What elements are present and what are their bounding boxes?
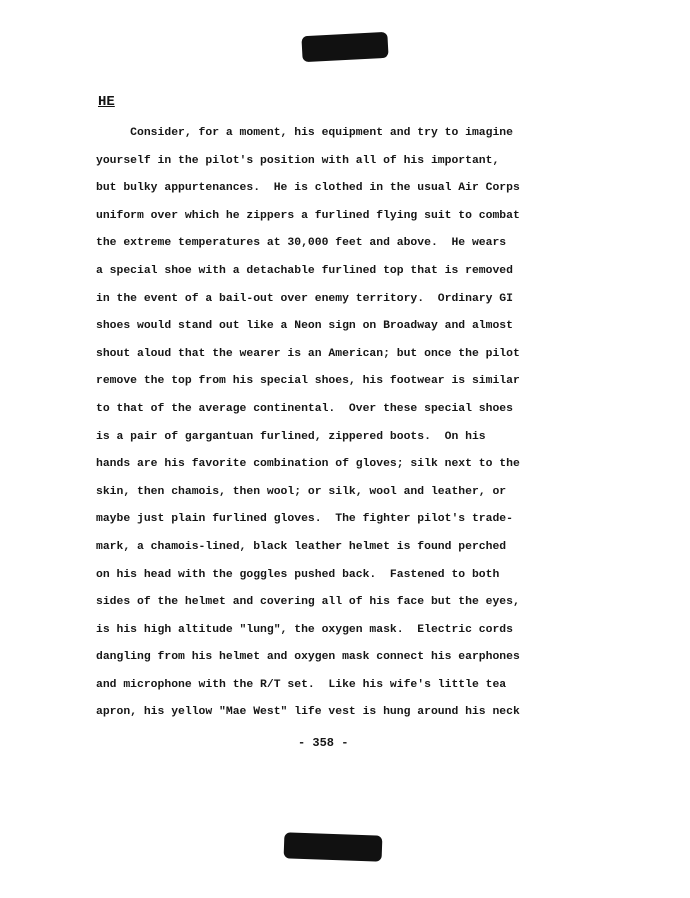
text-line: to that of the average continental. Over these special shoes — [96, 402, 513, 415]
text-line: in the event of a bail-out over enemy territory. Ordinary GI — [96, 292, 513, 305]
text-line: mark, a chamois-lined, black leather helmet is found perched — [96, 540, 507, 553]
text-line: shout aloud that the wearer is an American; but once the pilot — [96, 347, 520, 360]
text-line: shoes would stand out like a Neon sign on Broadway and almost — [96, 320, 513, 333]
text-line: the extreme temperatures at 30,000 feet and above. He wears — [96, 237, 507, 250]
redaction-bar-top — [301, 32, 388, 62]
text-line: is a pair of gargantuan furlined, zippered boots. On his — [96, 430, 486, 443]
text-line: a special shoe with a detachable furlined top that is removed — [96, 264, 513, 277]
text-line: dangling from his helmet and oxygen mask connect his earphones — [96, 651, 520, 664]
text-line: maybe just plain furlined gloves. The fighter pilot's trade- — [96, 513, 513, 526]
text-line: but bulky appurtenances. He is clothed in the usual Air Corps — [96, 182, 520, 195]
text-line: sides of the helmet and covering all of his face but the eyes, — [96, 596, 520, 609]
text-line: hands are his favorite combination of gloves; silk next to the — [96, 458, 520, 471]
text-line: remove the top from his special shoes, his footwear is similar — [96, 375, 520, 388]
redaction-bar-bottom — [284, 832, 383, 861]
text-line: yourself in the pilot's position with all of his important, — [96, 154, 500, 167]
body-paragraph — [96, 120, 556, 727]
page-number: - 358 - — [298, 736, 349, 750]
text-line: is his high altitude "lung", the oxygen mask. Electric cords — [96, 623, 513, 636]
text-line: on his head with the goggles pushed back. Fastened to both — [96, 568, 500, 581]
text-line: apron, his yellow "Mae West" life vest is hung around his neck — [96, 706, 520, 719]
text-line: Consider, for a moment, his equipment and try to imagine — [96, 127, 513, 139]
text-line: uniform over which he zippers a furlined flying suit to combat — [96, 209, 520, 222]
text-line: and microphone with the R/T set. Like his wife's little tea — [96, 678, 507, 691]
author-initials: HE — [98, 94, 115, 110]
text-line: skin, then chamois, then wool; or silk, wool and leather, or — [96, 485, 507, 498]
